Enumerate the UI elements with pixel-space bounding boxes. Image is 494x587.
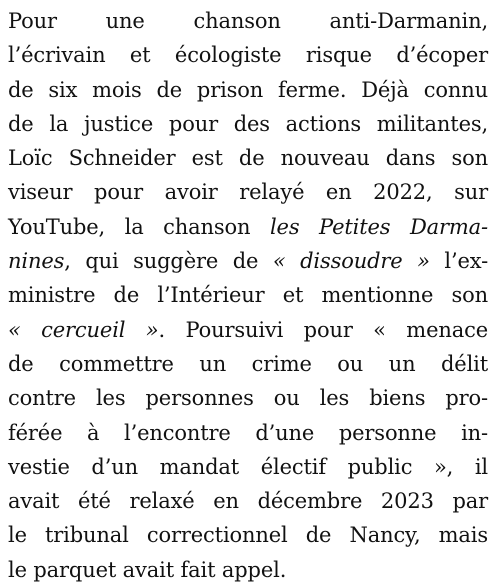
text-segment: Pour une chanson anti-Darmanin, <box>8 9 488 33</box>
text-segment: , qui suggère de <box>64 249 273 274</box>
article-line <box>8 313 488 347</box>
italic-text: « cercueil » <box>8 317 159 342</box>
text-segment: de six mois de prison ferme. Déjà connu <box>8 77 488 102</box>
text-segment: Loïc Schneider est de nouveau dans son <box>8 146 488 171</box>
article-line <box>8 141 488 175</box>
article-line <box>8 175 488 209</box>
text-segment: l’écrivain et écologiste risque d’écoper <box>8 43 488 68</box>
article-line <box>8 244 488 278</box>
text-segment: le tribunal correctionnel de Nancy, mais <box>8 523 488 548</box>
italic-text: nines <box>8 249 65 274</box>
italic-text: « dissoudre » <box>272 249 430 274</box>
text-segment: ministre de l’Intérieur et mentionne son <box>8 283 488 308</box>
text-segment: viseur pour avoir relayé en 2022, sur <box>8 180 488 205</box>
text-segment: de la justice pour des actions militantes, <box>8 111 488 136</box>
text-segment: de commettre un crime ou un délit <box>8 351 488 376</box>
italic-text: les Petites Darma- <box>269 214 488 239</box>
text-segment: le parquet avait fait appel. <box>8 557 287 582</box>
article-line <box>8 73 488 107</box>
article-line <box>8 484 488 518</box>
article-line <box>8 107 488 141</box>
text-segment: contre les personnes ou les biens pro- <box>8 386 488 411</box>
article-line <box>8 347 488 381</box>
article-line <box>8 4 488 38</box>
text-segment: YouTube, la chanson <box>8 214 270 239</box>
article-line <box>8 450 488 484</box>
article-line <box>8 210 488 244</box>
article-line <box>8 553 488 587</box>
article-line <box>8 518 488 552</box>
article-line <box>8 278 488 312</box>
text-segment: férée à l’encontre d’une personne in- <box>8 420 488 445</box>
article-line <box>8 416 488 450</box>
text-segment: avait été relaxé en décembre 2023 par <box>8 489 488 514</box>
text-segment: . Poursuivi pour « menace <box>158 317 488 342</box>
article-paragraph <box>8 4 488 587</box>
text-segment: vestie d’un mandat électif public », il <box>8 454 488 479</box>
article-line <box>8 381 488 415</box>
article-line <box>8 38 488 72</box>
text-segment: l’ex- <box>429 249 489 274</box>
